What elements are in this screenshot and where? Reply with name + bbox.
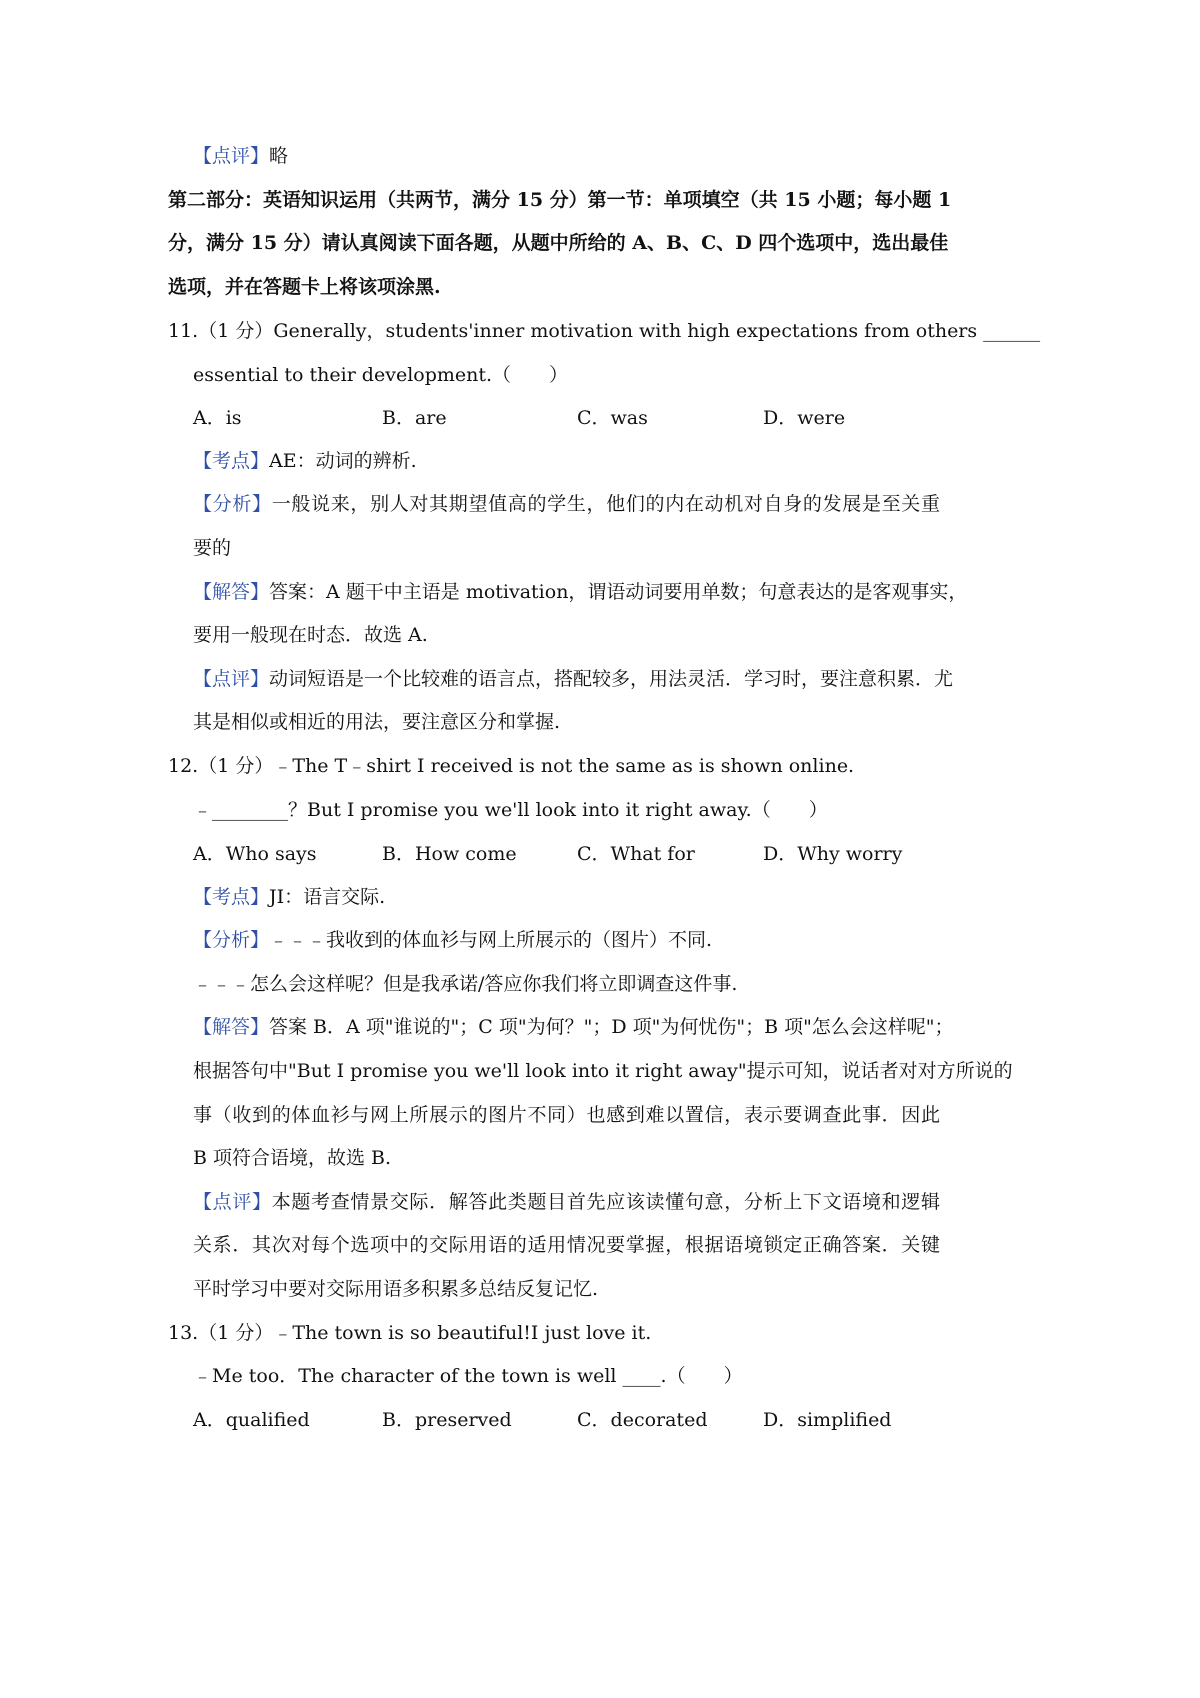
q12-stem-line-2: ﹣________？But I promise you we'll look into it right away.（ ） — [193, 799, 828, 821]
fenxi-text: 一般说来，别人对其期望值高的学生，他们的内在动机对自身的发展是至关重 — [271, 493, 940, 515]
fenxi-text: ﹣﹣﹣我收到的体血衫与网上所展示的（图片）不同. — [269, 929, 713, 951]
dianping-tag: 【点评】 — [193, 668, 270, 690]
q11-option-c: C．was — [577, 407, 648, 429]
jieda-text: 答案：A 题干中主语是 motivation，谓语动词要用单数；句意表达的是客观事实， — [269, 581, 968, 603]
jieda-tag: 【解答】 — [193, 1016, 270, 1038]
q11-fenxi-line-2: 要的 — [193, 537, 232, 559]
q12-dianping-line-1 — [193, 1189, 940, 1215]
q12-option-c: C．What for — [577, 843, 695, 865]
q11-option-d: D．were — [763, 407, 846, 429]
q12-jieda-line-3: 事（收到的体血衫与网上所展示的图片不同）也感到难以置信，表示要调查此事．因此 — [193, 1104, 940, 1126]
q12-option-a: A．Who says — [193, 843, 317, 865]
jieda-tag: 【解答】 — [193, 581, 270, 603]
section-header-line-2: 分，满分 15 分）请认真阅读下面各题，从题中所给的 A、B、C、D 四个选项中，选出最佳 — [168, 232, 949, 254]
section-header-line-1: 第二部分：英语知识运用（共两节，满分 15 分）第一节：单项填空（共 15 小题；每小题 1 — [168, 189, 952, 211]
review-text: 略 — [269, 145, 289, 167]
q12-fenxi-line-2: ﹣﹣﹣怎么会这样呢？但是我承诺/答应你我们将立即调查这件事. — [193, 973, 738, 995]
q12-jieda-line-1 — [193, 1014, 954, 1040]
q13-stem-line-2: ﹣Me too．The character of the town is well ____.（ ） — [193, 1365, 743, 1387]
q12-stem-line-1: 12.（1 分）﹣The T﹣shirt I received is not the same as is shown online. — [168, 755, 855, 777]
q12-jieda-line-4: B 项符合语境，故选 B. — [193, 1147, 392, 1169]
q12-option-d: D．Why worry — [763, 843, 903, 865]
q11-stem-line-2: essential to their development.（ ） — [193, 364, 569, 386]
dianping-tag: 【点评】 — [193, 1191, 272, 1213]
q11-kaodian — [193, 448, 417, 474]
q12-dianping-line-2: 关系．其次对每个选项中的交际用语的适用情况要掌握，根据语境锁定正确答案．关键 — [193, 1234, 940, 1256]
kaodian-tag: 【考点】 — [193, 886, 270, 908]
review-tag: 【点评】 — [193, 145, 270, 167]
q12-option-b: B．How come — [382, 843, 517, 865]
prev-review — [193, 143, 288, 169]
q11-stem-line-1: 11.（1 分）Generally，students'inner motivation with high expectations from others ______ — [168, 320, 1041, 342]
q12-dianping-line-3: 平时学习中要对交际用语多积累多总结反复记忆. — [193, 1278, 599, 1300]
q11-jieda-line-1 — [193, 579, 968, 605]
q12-jieda-line-2: 根据答句中"But I promise you we'll look into it right away"提示可知，说话者对对方所说的 — [193, 1060, 1013, 1082]
q11-option-a: A．is — [193, 407, 242, 429]
q11-dianping-line-2: 其是相似或相近的用法，要注意区分和掌握. — [193, 711, 561, 733]
q11-dianping-line-1 — [193, 666, 954, 692]
kaodian-text: JI：语言交际. — [269, 886, 386, 908]
q13-option-a: A．qualified — [193, 1409, 310, 1431]
kaodian-tag: 【考点】 — [193, 450, 270, 472]
q11-option-b: B．are — [382, 407, 447, 429]
dianping-text: 本题考查情景交际．解答此类题目首先应该读懂句意，分析上下文语境和逻辑 — [271, 1191, 940, 1213]
kaodian-text: AE：动词的辨析. — [269, 450, 417, 472]
jieda-text: 答案 B．A 项"谁说的"；C 项"为何？"；D 项"为何忧伤"；B 项"怎么会这样呢"； — [269, 1016, 954, 1038]
fenxi-tag: 【分析】 — [193, 929, 270, 951]
q11-jieda-line-2: 要用一般现在时态．故选 A. — [193, 624, 428, 646]
dianping-text: 动词短语是一个比较难的语言点，搭配较多，用法灵活．学习时，要注意积累．尤 — [269, 668, 954, 690]
section-header-line-3: 选项，并在答题卡上将该项涂黑. — [168, 276, 441, 298]
q13-option-d: D．simplified — [763, 1409, 892, 1431]
q12-kaodian — [193, 884, 385, 910]
q13-stem-line-1: 13.（1 分）﹣The town is so beautiful!I just love it. — [168, 1322, 652, 1344]
q13-option-b: B．preserved — [382, 1409, 512, 1431]
q13-option-c: C．decorated — [577, 1409, 708, 1431]
q11-fenxi-line-1 — [193, 491, 940, 517]
fenxi-tag: 【分析】 — [193, 493, 272, 515]
q12-fenxi-line-1 — [193, 927, 712, 953]
